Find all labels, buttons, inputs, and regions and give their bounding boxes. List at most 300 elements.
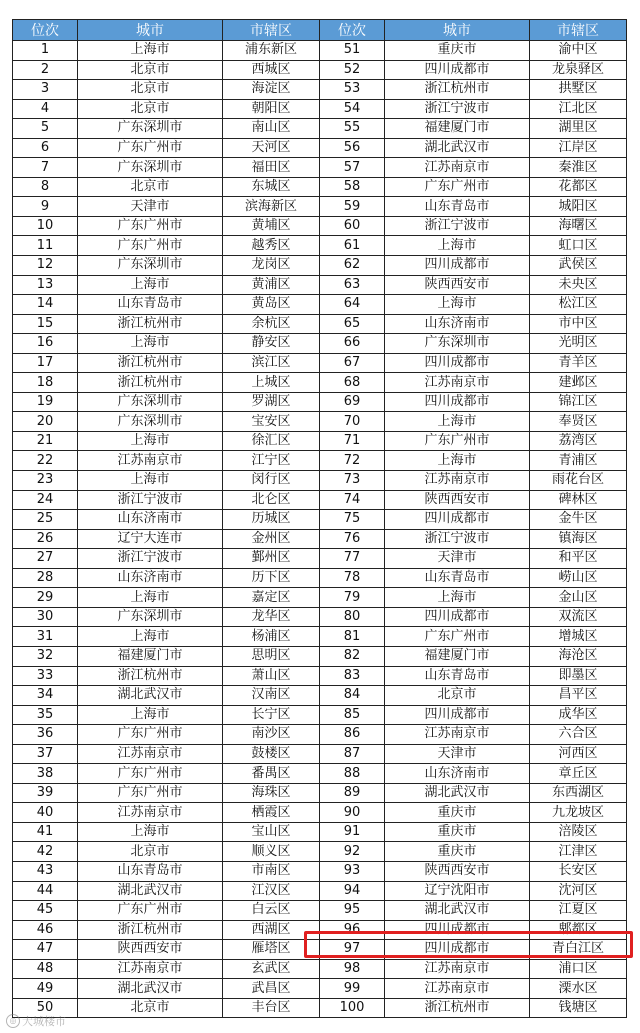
cell-city: 上海市 (78, 627, 223, 647)
cell-city: 广东深圳市 (385, 334, 530, 354)
cell-rank: 20 (13, 412, 78, 432)
cell-district: 雨花台区 (530, 471, 627, 491)
cell-district: 北仑区 (223, 490, 320, 510)
cell-city: 重庆市 (385, 842, 530, 862)
cell-rank: 89 (320, 783, 385, 803)
cell-rank: 81 (320, 627, 385, 647)
cell-city: 上海市 (78, 334, 223, 354)
cell-rank: 95 (320, 901, 385, 921)
table-row (13, 314, 627, 334)
cell-rank: 66 (320, 334, 385, 354)
cell-city: 广东深圳市 (78, 256, 223, 276)
cell-rank: 67 (320, 353, 385, 373)
cell-city: 四川成都市 (385, 353, 530, 373)
table-row (13, 627, 627, 647)
cell-rank: 14 (13, 295, 78, 315)
table-row (13, 959, 627, 979)
cell-district: 即墨区 (530, 666, 627, 686)
table-row (13, 764, 627, 784)
cell-city: 陕西西安市 (385, 861, 530, 881)
cell-city: 上海市 (78, 431, 223, 451)
table-row (13, 783, 627, 803)
cell-rank: 53 (320, 80, 385, 100)
cell-rank: 23 (13, 471, 78, 491)
cell-city: 北京市 (78, 60, 223, 80)
cell-city: 上海市 (78, 588, 223, 608)
cell-city: 上海市 (78, 471, 223, 491)
cell-district: 鄞州区 (223, 549, 320, 569)
cell-city: 四川成都市 (385, 510, 530, 530)
cell-district: 南沙区 (223, 725, 320, 745)
cell-city: 广东广州市 (78, 138, 223, 158)
cell-district: 顺义区 (223, 842, 320, 862)
cell-rank: 63 (320, 275, 385, 295)
table-row (13, 353, 627, 373)
cell-city: 江苏南京市 (78, 744, 223, 764)
cell-city: 广东广州市 (78, 901, 223, 921)
table-body (13, 41, 627, 1018)
cell-city: 广东广州市 (385, 431, 530, 451)
cell-city: 湖北武汉市 (385, 138, 530, 158)
cell-district: 青浦区 (530, 451, 627, 471)
cell-rank: 97 (320, 940, 385, 960)
cell-city: 北京市 (78, 177, 223, 197)
cell-city: 广东深圳市 (78, 412, 223, 432)
cell-rank: 52 (320, 60, 385, 80)
cell-city: 浙江杭州市 (78, 920, 223, 940)
cell-district: 江津区 (530, 842, 627, 862)
cell-rank: 46 (13, 920, 78, 940)
cell-rank: 94 (320, 881, 385, 901)
cell-district: 番禺区 (223, 764, 320, 784)
cell-rank: 72 (320, 451, 385, 471)
cell-rank: 68 (320, 373, 385, 393)
cell-district: 上城区 (223, 373, 320, 393)
cell-district: 溧水区 (530, 979, 627, 999)
cell-city: 上海市 (385, 236, 530, 256)
cell-rank: 28 (13, 568, 78, 588)
cell-city: 山东济南市 (78, 510, 223, 530)
cell-rank: 71 (320, 431, 385, 451)
cell-rank: 60 (320, 216, 385, 236)
cell-rank: 21 (13, 431, 78, 451)
cell-district: 市南区 (223, 861, 320, 881)
cell-city: 湖北武汉市 (78, 979, 223, 999)
cell-district: 丰台区 (223, 998, 320, 1018)
cell-rank: 47 (13, 940, 78, 960)
cell-rank: 34 (13, 686, 78, 706)
table-row (13, 822, 627, 842)
cell-city: 江苏南京市 (385, 373, 530, 393)
cell-city: 浙江杭州市 (78, 666, 223, 686)
cell-city: 浙江杭州市 (385, 80, 530, 100)
table-row (13, 979, 627, 999)
table-row (13, 236, 627, 256)
cell-city: 浙江杭州市 (78, 373, 223, 393)
table-row (13, 705, 627, 725)
cell-district: 福田区 (223, 158, 320, 178)
cell-city: 广东广州市 (385, 627, 530, 647)
cell-rank: 80 (320, 607, 385, 627)
cell-rank: 4 (13, 99, 78, 119)
cell-city: 广东广州市 (78, 236, 223, 256)
table-row (13, 607, 627, 627)
cell-rank: 91 (320, 822, 385, 842)
cell-rank: 65 (320, 314, 385, 334)
cell-district: 海淀区 (223, 80, 320, 100)
cell-district: 钱塘区 (530, 998, 627, 1018)
cell-city: 浙江宁波市 (78, 490, 223, 510)
cell-city: 浙江杭州市 (78, 314, 223, 334)
cell-rank: 31 (13, 627, 78, 647)
cell-district: 青白江区 (530, 940, 627, 960)
cell-city: 四川成都市 (385, 60, 530, 80)
cell-city: 江苏南京市 (78, 451, 223, 471)
header-rank: 位次 (13, 20, 78, 41)
cell-rank: 92 (320, 842, 385, 862)
cell-district: 闵行区 (223, 471, 320, 491)
cell-rank: 87 (320, 744, 385, 764)
cell-rank: 51 (320, 41, 385, 61)
cell-rank: 10 (13, 216, 78, 236)
table-row (13, 744, 627, 764)
cell-district: 和平区 (530, 549, 627, 569)
cell-district: 思明区 (223, 646, 320, 666)
cell-rank: 58 (320, 177, 385, 197)
cell-rank: 59 (320, 197, 385, 217)
cell-city: 辽宁大连市 (78, 529, 223, 549)
cell-rank: 9 (13, 197, 78, 217)
cell-district: 西城区 (223, 60, 320, 80)
cell-rank: 93 (320, 861, 385, 881)
table-row (13, 510, 627, 530)
table-row (13, 529, 627, 549)
cell-city: 江苏南京市 (78, 959, 223, 979)
cell-rank: 83 (320, 666, 385, 686)
cell-district: 浦东新区 (223, 41, 320, 61)
header-rank: 位次 (320, 20, 385, 41)
cell-district: 东城区 (223, 177, 320, 197)
cell-district: 成华区 (530, 705, 627, 725)
cell-rank: 41 (13, 822, 78, 842)
cell-rank: 43 (13, 861, 78, 881)
table-row (13, 177, 627, 197)
cell-city: 山东济南市 (385, 764, 530, 784)
cell-city: 湖北武汉市 (385, 783, 530, 803)
cell-rank: 48 (13, 959, 78, 979)
table-row (13, 490, 627, 510)
cell-district: 龙华区 (223, 607, 320, 627)
header-city: 城市 (78, 20, 223, 41)
cell-district: 历城区 (223, 510, 320, 530)
cell-city: 四川成都市 (385, 256, 530, 276)
cell-city: 广东深圳市 (78, 158, 223, 178)
table-row (13, 158, 627, 178)
cell-city: 辽宁沈阳市 (385, 881, 530, 901)
table-row (13, 431, 627, 451)
cell-district: 光明区 (530, 334, 627, 354)
cell-city: 山东青岛市 (78, 861, 223, 881)
cell-rank: 42 (13, 842, 78, 862)
cell-rank: 24 (13, 490, 78, 510)
cell-rank: 62 (320, 256, 385, 276)
cell-rank: 82 (320, 646, 385, 666)
cell-city: 北京市 (78, 99, 223, 119)
cell-rank: 32 (13, 646, 78, 666)
cell-district: 金山区 (530, 588, 627, 608)
table-row (13, 666, 627, 686)
cell-city: 天津市 (78, 197, 223, 217)
cell-district: 栖霞区 (223, 803, 320, 823)
cell-district: 郫都区 (530, 920, 627, 940)
cell-district: 昌平区 (530, 686, 627, 706)
cell-district: 滨江区 (223, 353, 320, 373)
cell-city: 福建厦门市 (78, 646, 223, 666)
cell-rank: 98 (320, 959, 385, 979)
cell-rank: 29 (13, 588, 78, 608)
cell-city: 福建厦门市 (385, 646, 530, 666)
cell-city: 广东广州市 (78, 216, 223, 236)
table-row (13, 197, 627, 217)
cell-city: 四川成都市 (385, 920, 530, 940)
cell-district: 秦淮区 (530, 158, 627, 178)
cell-city: 广东广州市 (78, 783, 223, 803)
cell-city: 四川成都市 (385, 705, 530, 725)
cell-city: 山东青岛市 (385, 666, 530, 686)
cell-district: 黄浦区 (223, 275, 320, 295)
cell-rank: 75 (320, 510, 385, 530)
cell-city: 广东广州市 (385, 177, 530, 197)
table-row (13, 138, 627, 158)
cell-city: 陕西西安市 (385, 490, 530, 510)
cell-rank: 96 (320, 920, 385, 940)
cell-rank: 15 (13, 314, 78, 334)
table-row (13, 861, 627, 881)
table-row (13, 568, 627, 588)
cell-rank: 73 (320, 471, 385, 491)
cell-city: 重庆市 (385, 803, 530, 823)
cell-district: 黄岛区 (223, 295, 320, 315)
cell-district: 九龙坡区 (530, 803, 627, 823)
table-row (13, 80, 627, 100)
table-row (13, 881, 627, 901)
cell-rank: 25 (13, 510, 78, 530)
table-row (13, 373, 627, 393)
cell-rank: 17 (13, 353, 78, 373)
cell-rank: 54 (320, 99, 385, 119)
cell-city: 浙江宁波市 (385, 529, 530, 549)
cell-district: 武昌区 (223, 979, 320, 999)
cell-district: 锦江区 (530, 392, 627, 412)
cell-district: 沈河区 (530, 881, 627, 901)
table-row (13, 99, 627, 119)
cell-district: 湖里区 (530, 119, 627, 139)
cell-city: 广东广州市 (78, 764, 223, 784)
table-row (13, 471, 627, 491)
cell-rank: 2 (13, 60, 78, 80)
table-row (13, 842, 627, 862)
table-row (13, 119, 627, 139)
cell-district: 六合区 (530, 725, 627, 745)
cell-district: 玄武区 (223, 959, 320, 979)
social-logo-icon: ◎ (6, 1014, 20, 1028)
cell-rank: 13 (13, 275, 78, 295)
cell-district: 长安区 (530, 861, 627, 881)
cell-district: 宝安区 (223, 412, 320, 432)
cell-rank: 36 (13, 725, 78, 745)
cell-district: 越秀区 (223, 236, 320, 256)
cell-rank: 19 (13, 392, 78, 412)
table-row (13, 998, 627, 1018)
cell-district: 拱墅区 (530, 80, 627, 100)
table-row (13, 41, 627, 61)
table-row (13, 275, 627, 295)
table-row (13, 392, 627, 412)
cell-district: 海曙区 (530, 216, 627, 236)
cell-rank: 40 (13, 803, 78, 823)
table-row (13, 803, 627, 823)
cell-rank: 7 (13, 158, 78, 178)
cell-rank: 37 (13, 744, 78, 764)
cell-rank: 30 (13, 607, 78, 627)
cell-city: 江苏南京市 (385, 959, 530, 979)
cell-district: 双流区 (530, 607, 627, 627)
cell-rank: 22 (13, 451, 78, 471)
cell-district: 花都区 (530, 177, 627, 197)
cell-rank: 85 (320, 705, 385, 725)
cell-city: 广东深圳市 (78, 392, 223, 412)
cell-district: 罗湖区 (223, 392, 320, 412)
cell-city: 上海市 (78, 41, 223, 61)
cell-rank: 100 (320, 998, 385, 1018)
cell-district: 浦口区 (530, 959, 627, 979)
cell-city: 浙江杭州市 (78, 353, 223, 373)
cell-city: 江苏南京市 (385, 979, 530, 999)
cell-city: 湖北武汉市 (385, 901, 530, 921)
header-city: 城市 (385, 20, 530, 41)
table-row (13, 60, 627, 80)
cell-district: 江宁区 (223, 451, 320, 471)
cell-city: 上海市 (385, 588, 530, 608)
cell-rank: 39 (13, 783, 78, 803)
cell-city: 上海市 (78, 275, 223, 295)
cell-district: 江夏区 (530, 901, 627, 921)
table-row (13, 901, 627, 921)
cell-rank: 35 (13, 705, 78, 725)
cell-district: 松江区 (530, 295, 627, 315)
cell-city: 上海市 (385, 412, 530, 432)
cell-rank: 55 (320, 119, 385, 139)
cell-rank: 79 (320, 588, 385, 608)
cell-rank: 57 (320, 158, 385, 178)
cell-district: 城阳区 (530, 197, 627, 217)
cell-rank: 86 (320, 725, 385, 745)
cell-rank: 16 (13, 334, 78, 354)
cell-city: 陕西西安市 (78, 940, 223, 960)
cell-district: 嘉定区 (223, 588, 320, 608)
cell-city: 重庆市 (385, 41, 530, 61)
cell-district: 渝中区 (530, 41, 627, 61)
cell-rank: 33 (13, 666, 78, 686)
cell-district: 章丘区 (530, 764, 627, 784)
cell-district: 天河区 (223, 138, 320, 158)
cell-rank: 12 (13, 256, 78, 276)
cell-city: 山东青岛市 (385, 197, 530, 217)
city-district-ranking-table (12, 19, 627, 1018)
cell-district: 碑林区 (530, 490, 627, 510)
cell-district: 海沧区 (530, 646, 627, 666)
cell-district: 未央区 (530, 275, 627, 295)
cell-rank: 70 (320, 412, 385, 432)
cell-city: 浙江宁波市 (385, 99, 530, 119)
cell-city: 福建厦门市 (385, 119, 530, 139)
cell-district: 海珠区 (223, 783, 320, 803)
watermark (6, 1013, 66, 1029)
cell-city: 浙江宁波市 (78, 549, 223, 569)
cell-city: 浙江杭州市 (385, 998, 530, 1018)
cell-rank: 78 (320, 568, 385, 588)
table-row (13, 920, 627, 940)
cell-rank: 76 (320, 529, 385, 549)
cell-district: 余杭区 (223, 314, 320, 334)
cell-city: 上海市 (385, 295, 530, 315)
cell-city: 山东青岛市 (385, 568, 530, 588)
cell-district: 宝山区 (223, 822, 320, 842)
cell-district: 荔湾区 (530, 431, 627, 451)
cell-rank: 5 (13, 119, 78, 139)
cell-district: 武侯区 (530, 256, 627, 276)
cell-district: 长宁区 (223, 705, 320, 725)
cell-district: 雁塔区 (223, 940, 320, 960)
cell-city: 北京市 (78, 80, 223, 100)
cell-district: 静安区 (223, 334, 320, 354)
cell-rank: 69 (320, 392, 385, 412)
table-row (13, 256, 627, 276)
cell-district: 鼓楼区 (223, 744, 320, 764)
cell-rank: 99 (320, 979, 385, 999)
cell-city: 山东青岛市 (78, 295, 223, 315)
cell-district: 江岸区 (530, 138, 627, 158)
cell-rank: 56 (320, 138, 385, 158)
cell-city: 浙江宁波市 (385, 216, 530, 236)
table-row (13, 295, 627, 315)
table-row (13, 940, 627, 960)
table-row (13, 216, 627, 236)
cell-district: 历下区 (223, 568, 320, 588)
cell-rank: 44 (13, 881, 78, 901)
cell-district: 涪陵区 (530, 822, 627, 842)
cell-district: 杨浦区 (223, 627, 320, 647)
cell-rank: 74 (320, 490, 385, 510)
cell-city: 重庆市 (385, 822, 530, 842)
cell-city: 江苏南京市 (385, 471, 530, 491)
table-row (13, 725, 627, 745)
cell-district: 萧山区 (223, 666, 320, 686)
cell-city: 北京市 (78, 842, 223, 862)
cell-city: 陕西西安市 (385, 275, 530, 295)
cell-city: 山东济南市 (78, 568, 223, 588)
cell-district: 黄埔区 (223, 216, 320, 236)
cell-district: 增城区 (530, 627, 627, 647)
cell-rank: 64 (320, 295, 385, 315)
cell-district: 镇海区 (530, 529, 627, 549)
cell-city: 四川成都市 (385, 607, 530, 627)
table-row (13, 334, 627, 354)
header-district: 市辖区 (530, 20, 627, 41)
watermark-text: 大城楼市 (22, 1015, 66, 1028)
cell-district: 徐汇区 (223, 431, 320, 451)
cell-district: 江北区 (530, 99, 627, 119)
